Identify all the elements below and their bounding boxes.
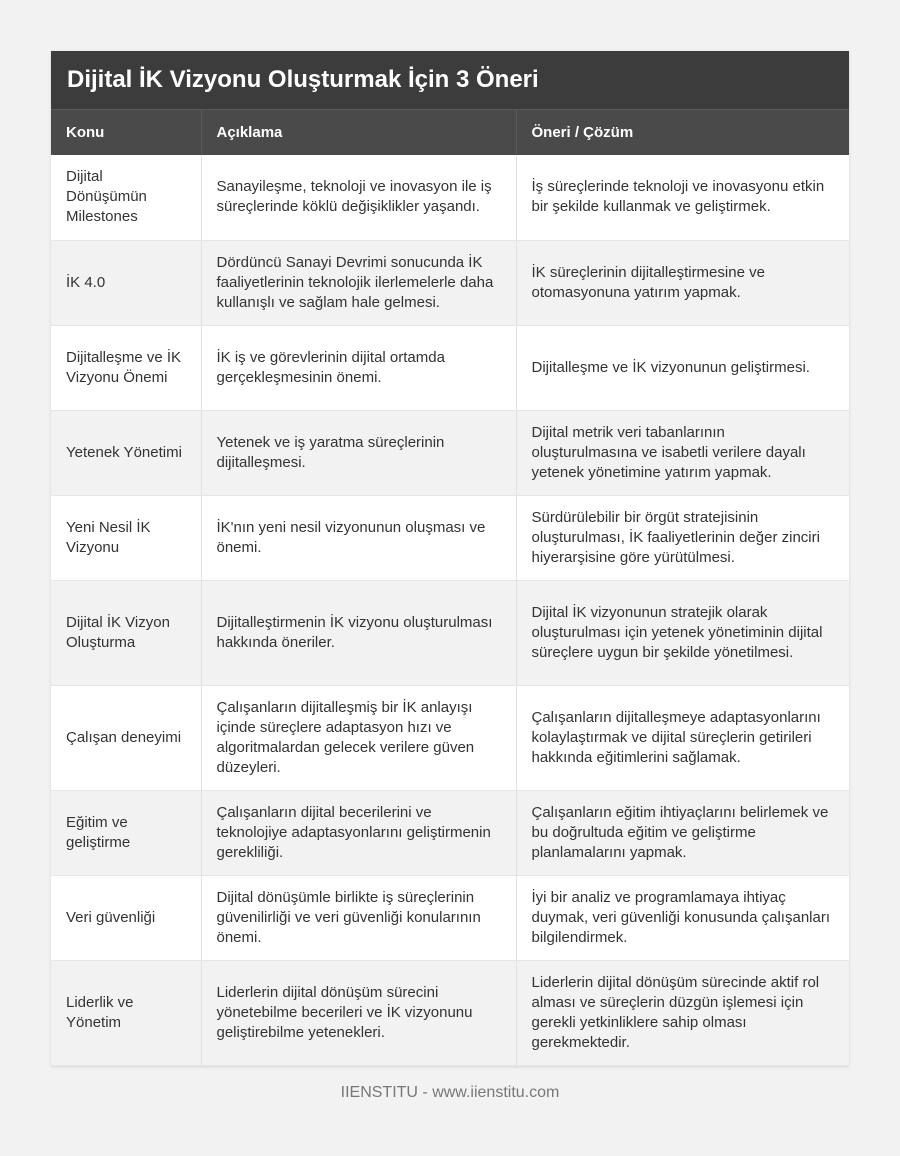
cell-konu: Veri güvenliği — [51, 875, 201, 960]
table-row — [51, 790, 849, 875]
table-row — [51, 960, 849, 1065]
column-header-konu: Konu — [51, 110, 201, 156]
cell-oneri: Çalışanların eğitim ihtiyaçlarını belirlemek ve bu doğrultuda eğitim ve geliştirme planlamalarını yapmak. — [516, 790, 849, 875]
cell-konu: İK 4.0 — [51, 240, 201, 325]
table-card — [51, 51, 849, 1066]
cell-konu: Dijital İK Vizyon Oluşturma — [51, 580, 201, 685]
table-row — [51, 410, 849, 495]
footer-credit: IIENSTITU - www.iienstitu.com — [340, 1084, 560, 1101]
cell-konu: Eğitim ve geliştirme — [51, 790, 201, 875]
cell-konu: Çalışan deneyimi — [51, 685, 201, 790]
cell-oneri: Dijital İK vizyonunun stratejik olarak oluşturulması için yetenek yönetiminin dijital süreçlere uygun bir şekilde yönetilmesi. — [516, 580, 849, 685]
cell-oneri: Çalışanların dijitalleşmeye adaptasyonlarını kolaylaştırmak ve dijital süreçlerin getirileri hakkında eğitimlerini sağlamak. — [516, 685, 849, 790]
cell-aciklama: İK iş ve görevlerinin dijital ortamda gerçekleşmesinin önemi. — [201, 325, 516, 410]
cell-oneri: Liderlerin dijital dönüşüm sürecinde aktif rol alması ve süreçlerin düzgün işlemesi için gerekli yetkinliklere sahip olması gerekmektedir. — [516, 960, 849, 1065]
cell-konu: Yetenek Yönetimi — [51, 410, 201, 495]
table-row — [51, 875, 849, 960]
cell-aciklama: Dördüncü Sanayi Devrimi sonucunda İK faaliyetlerinin teknolojik ilerlemelerle daha kullanışlı ve sağlam hale gelmesi. — [201, 240, 516, 325]
table-row — [51, 325, 849, 410]
cell-oneri: İyi bir analiz ve programlamaya ihtiyaç duymak, veri güvenliği konusunda çalışanları bilgilendirmek. — [516, 875, 849, 960]
cell-konu: Dijital Dönüşümün Milestones — [51, 155, 201, 240]
cell-aciklama: İK'nın yeni nesil vizyonunun oluşması ve önemi. — [201, 495, 516, 580]
cell-aciklama: Sanayileşme, teknoloji ve inovasyon ile iş süreçlerinde köklü değişiklikler yaşandı. — [201, 155, 516, 240]
recommendations-table — [51, 109, 849, 1066]
table-row — [51, 240, 849, 325]
table-header-row — [51, 110, 849, 156]
column-header-aciklama: Açıklama — [201, 110, 516, 156]
cell-konu: Dijitalleşme ve İK Vizyonu Önemi — [51, 325, 201, 410]
cell-oneri: Dijital metrik veri tabanlarının oluşturulmasına ve isabetli verilere dayalı yetenek yönetimine yatırım yapmak. — [516, 410, 849, 495]
cell-aciklama: Çalışanların dijital becerilerini ve teknolojiye adaptasyonlarını geliştirmenin gerekliliği. — [201, 790, 516, 875]
table-row — [51, 580, 849, 685]
table-row — [51, 495, 849, 580]
page-title: Dijital İK Vizyonu Oluşturmak İçin 3 Öneri — [51, 51, 849, 109]
cell-aciklama: Çalışanların dijitalleşmiş bir İK anlayışı içinde süreçlere adaptasyon hızı ve algoritmalardan gelecek verilere güven düzeyleri. — [201, 685, 516, 790]
cell-konu: Liderlik ve Yönetim — [51, 960, 201, 1065]
cell-oneri: İş süreçlerinde teknoloji ve inovasyonu etkin bir şekilde kullanmak ve geliştirmek. — [516, 155, 849, 240]
cell-aciklama: Dijitalleştirmenin İK vizyonu oluşturulması hakkında öneriler. — [201, 580, 516, 685]
cell-konu: Yeni Nesil İK Vizyonu — [51, 495, 201, 580]
cell-oneri: İK süreçlerinin dijitalleştirmesine ve otomasyonuna yatırım yapmak. — [516, 240, 849, 325]
cell-aciklama: Liderlerin dijital dönüşüm sürecini yönetebilme becerileri ve İK vizyonunu geliştirebilme yetenekleri. — [201, 960, 516, 1065]
table-row — [51, 155, 849, 240]
table-row — [51, 685, 849, 790]
cell-oneri: Sürdürülebilir bir örgüt stratejisinin oluşturulması, İK faaliyetlerinin değer zinciri hiyerarşisine göre yürütülmesi. — [516, 495, 849, 580]
cell-aciklama: Dijital dönüşümle birlikte iş süreçlerinin güvenilirliği ve veri güvenliği konularının önemi. — [201, 875, 516, 960]
cell-aciklama: Yetenek ve iş yaratma süreçlerinin dijitalleşmesi. — [201, 410, 516, 495]
cell-oneri: Dijitalleşme ve İK vizyonunun geliştirmesi. — [516, 325, 849, 410]
column-header-oneri: Öneri / Çözüm — [516, 110, 849, 156]
